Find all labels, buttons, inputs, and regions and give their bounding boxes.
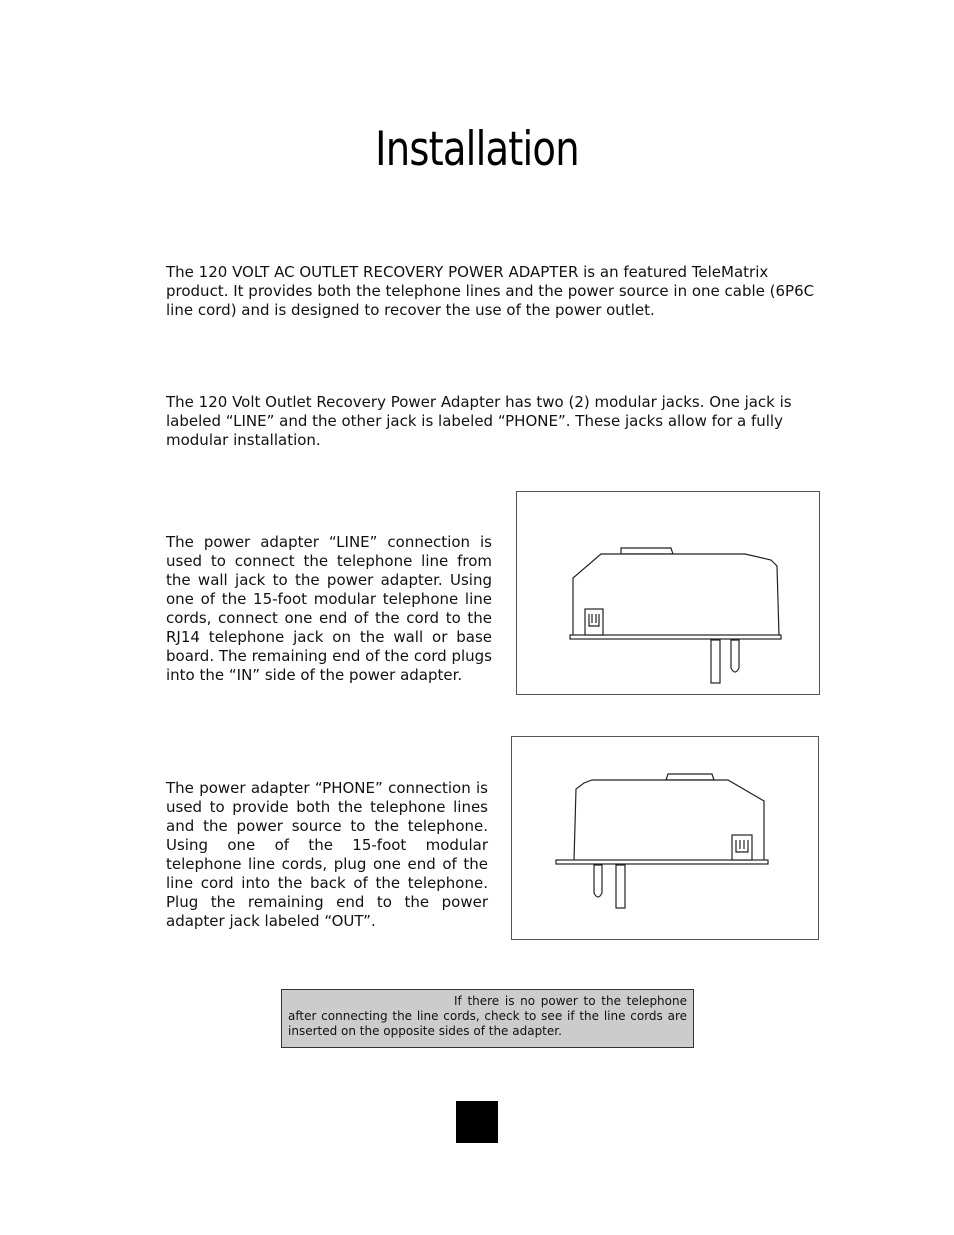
phone-side-adapter-drawing <box>511 736 819 940</box>
adapter-line-jack-icon <box>517 492 819 694</box>
page-title: Installation <box>375 122 579 177</box>
phone-connection-paragraph: The power adapter “PHONE” connection is used to provide both the telephone lines and the power source to the telephone. Using one of the 15-foot modular telephone line cords, plug one end of the line cord into the back of the telephone. Plug the remaining end to the power adapter jack labeled “OUT”. <box>166 779 488 930</box>
line-connection-paragraph: The power adapter “LINE” connection is used to connect the telephone line from the wall jack to the power adapter. Using one of the 15-foot modular telephone line cords, connect one end of the cord to the RJ14 telephone jack on the wall or base board. The remaining end of the cord plugs into the “IN” side of the power adapter. <box>166 533 492 684</box>
page-number-marker <box>456 1101 498 1143</box>
line-side-adapter-drawing <box>516 491 820 695</box>
adapter-phone-jack-icon <box>512 737 818 939</box>
note-text: If there is no power to the telephone after connecting the line cords, check to see if the line cords are inserted on the opposite sides of the adapter. <box>288 994 687 1038</box>
troubleshooting-note <box>281 989 694 1048</box>
intro-paragraph: The 120 VOLT AC OUTLET RECOVERY POWER ADAPTER is an featured TeleMatrix product. It provides both the telephone lines and the power source in one cable (6P6C line cord) and is designed to recover the use of the power outlet. <box>166 263 815 319</box>
jacks-paragraph: The 120 Volt Outlet Recovery Power Adapter has two (2) modular jacks. One jack is labeled “LINE” and the other jack is labeled “PHONE”. These jacks allow for a fully modular installation. <box>166 393 792 449</box>
